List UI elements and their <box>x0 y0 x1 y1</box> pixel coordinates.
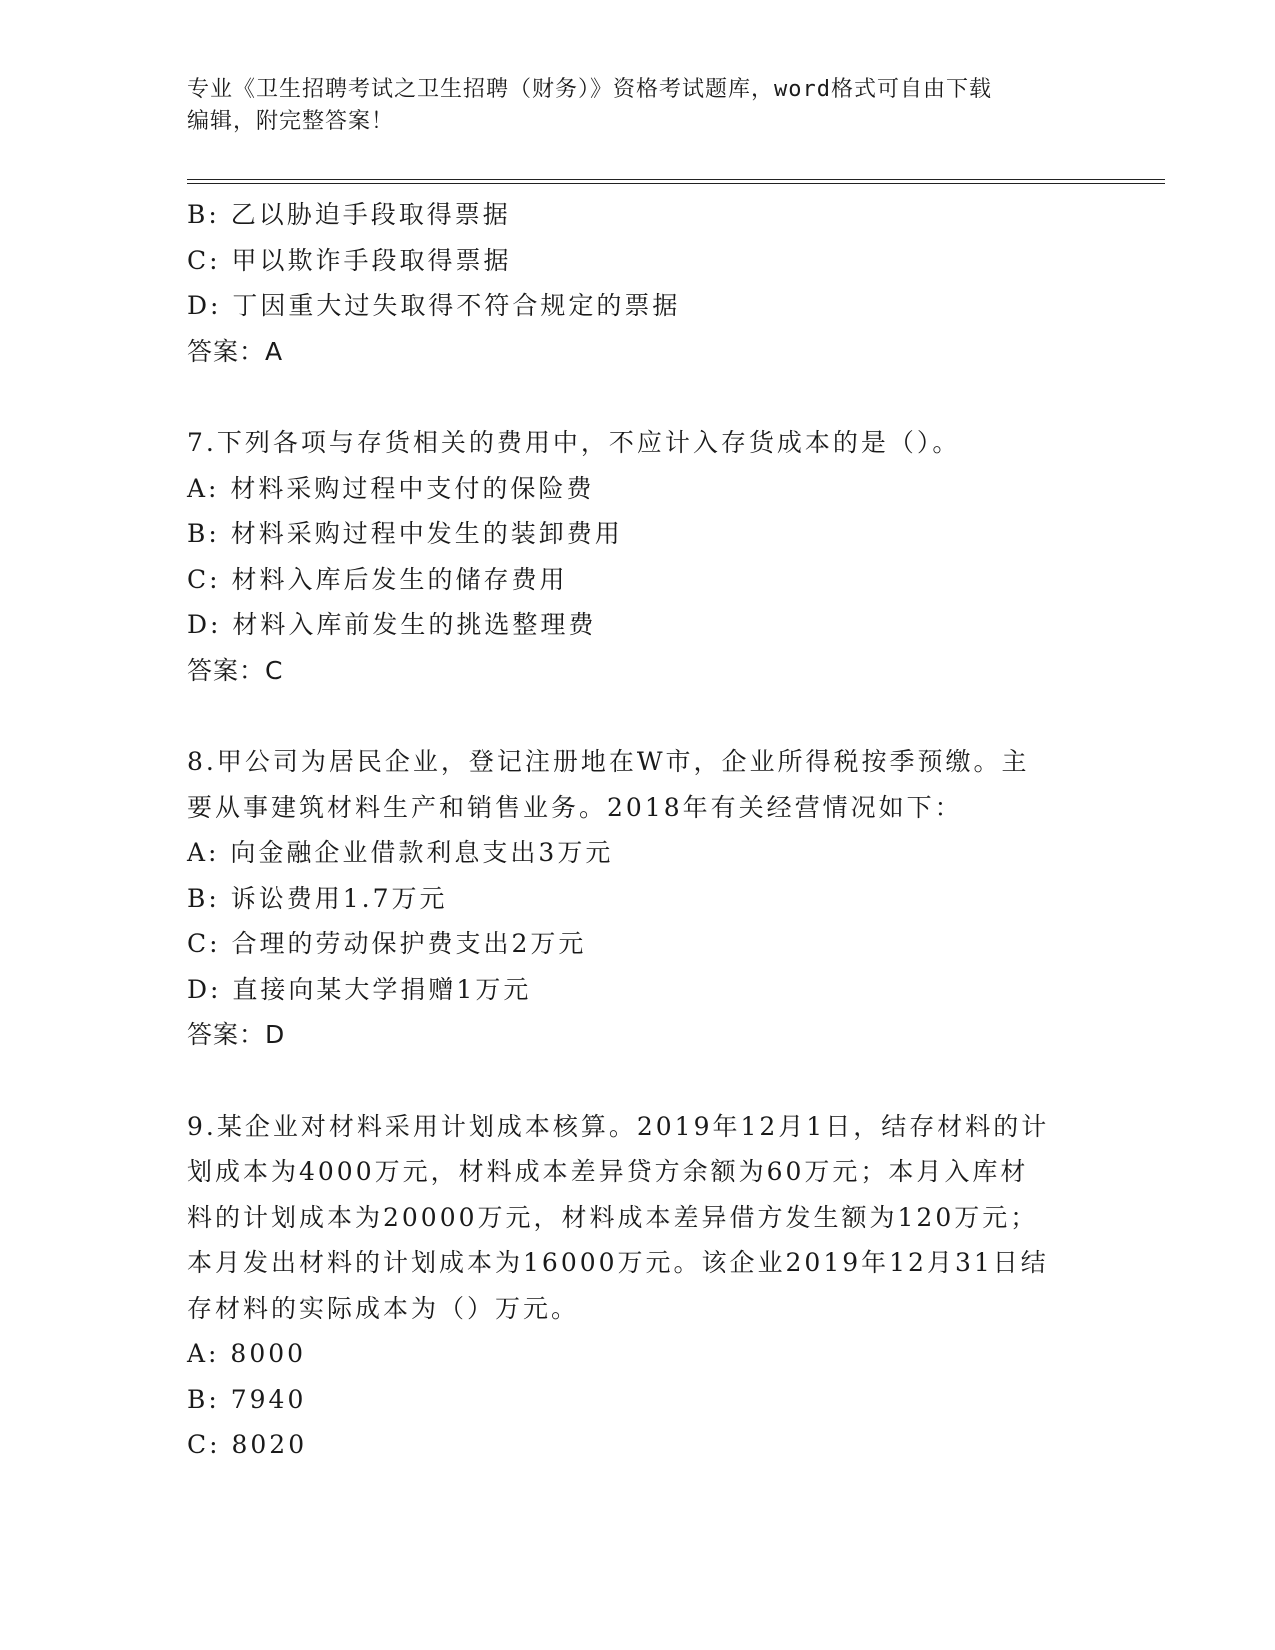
option-b: B: 7940 <box>187 1384 307 1414</box>
question-stem-line: 划成本为4000万元，材料成本差异贷方余额为60万元；本月入库材 <box>187 1157 1029 1186</box>
document-header <box>187 74 1107 138</box>
option-d: D: 材料入库前发生的挑选整理费 <box>187 610 597 639</box>
header-divider-bottom <box>187 183 1165 184</box>
option-c: C: 材料入库后发生的储存费用 <box>187 564 568 594</box>
answer: 答案：D <box>187 1020 286 1049</box>
option-a: A: 材料采购过程中支付的保险费 <box>187 473 595 503</box>
question-stem-line: 要从事建筑材料生产和销售业务。2018年有关经营情况如下： <box>187 792 963 822</box>
option-a: A: 向金融企业借款利息支出3万元 <box>187 838 614 867</box>
question-stem-line: 9.某企业对材料采用计划成本核算。2019年12月1日，结存材料的计 <box>187 1111 1050 1141</box>
question-stem-line: 7.下列各项与存货相关的费用中，不应计入存货成本的是（）。 <box>187 428 961 457</box>
question-7 <box>187 420 1087 693</box>
option-b: B: 诉讼费用1.7万元 <box>187 883 448 913</box>
option-b: B: 材料采购过程中发生的装卸费用 <box>187 519 623 548</box>
option-b: B: 乙以胁迫手段取得票据 <box>187 200 511 229</box>
answer: 答案：A <box>187 336 284 366</box>
header-divider-top <box>187 179 1165 180</box>
header-line-2: 编辑，附完整答案！ <box>187 109 395 134</box>
question-list <box>187 192 1087 1468</box>
option-c: C: 甲以欺诈手段取得票据 <box>187 245 512 275</box>
option-c: C: 合理的劳动保护费支出2万元 <box>187 929 587 958</box>
question-9 <box>187 1104 1087 1468</box>
option-c: C: 8020 <box>187 1430 308 1459</box>
question-stem-line: 本月发出材料的计划成本为16000万元。该企业2019年12月31日结 <box>187 1248 1049 1277</box>
question-stem-line: 存材料的实际成本为（）万元。 <box>187 1293 580 1323</box>
question-stem-line: 料的计划成本为20000万元，材料成本差异借方发生额为120万元； <box>187 1202 1039 1232</box>
question-6-tail <box>187 192 1087 374</box>
answer: 答案：C <box>187 655 284 685</box>
option-d: D: 直接向某大学捐赠1万元 <box>187 974 532 1004</box>
header-line-1: 专业《卫生招聘考试之卫生招聘（财务）》资格考试题库，word格式可自由下载 <box>187 77 992 102</box>
option-a: A: 8000 <box>187 1339 307 1368</box>
question-stem-line: 8.甲公司为居民企业，登记注册地在W市，企业所得税按季预缴。主 <box>187 747 1030 776</box>
question-8 <box>187 739 1087 1058</box>
option-d: D: 丁因重大过失取得不符合规定的票据 <box>187 291 681 320</box>
